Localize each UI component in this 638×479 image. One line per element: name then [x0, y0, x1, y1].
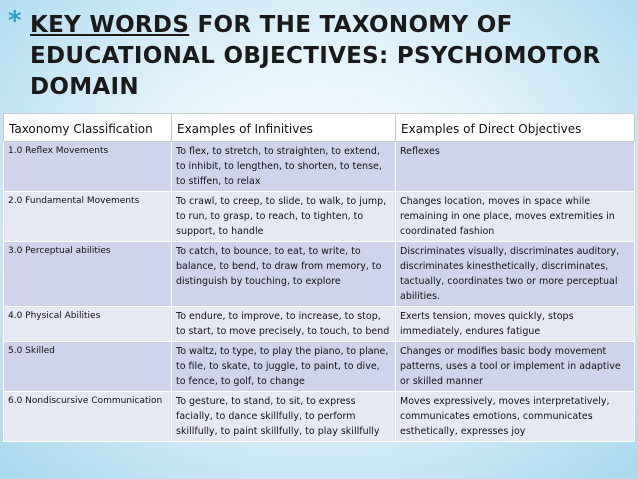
cell-classification: 5.0 Skilled [4, 342, 172, 392]
table-row [4, 307, 635, 342]
cell-infinitives: To endure, to improve, to increase, to stop, to start, to move precisely, to touch, to bend [172, 307, 396, 342]
cell-infinitives: To flex, to stretch, to straighten, to extend, to inhibit, to lengthen, to shorten, to tense, to stiffen, to relax [172, 142, 396, 192]
cell-classification: 4.0 Physical Abilities [4, 307, 172, 342]
cell-objectives: Changes or modifies basic body movement patterns, uses a tool or implement in adaptive or skilled manner [396, 342, 635, 392]
header-objectives: Examples of Direct Objectives [396, 114, 635, 142]
title-rest: FOR THE TAXONOMY OF EDUCATIONAL OBJECTIVES: PSYCHOMOTOR DOMAIN [30, 12, 601, 100]
taxonomy-table [3, 113, 635, 442]
cell-classification: 2.0 Fundamental Movements [4, 192, 172, 242]
cell-objectives: Moves expressively, moves interpretatively, communicates emotions, communicates esthetically, expresses joy [396, 392, 635, 442]
table-header-row [4, 114, 635, 142]
header-infinitives: Examples of Infinitives [172, 114, 396, 142]
cell-infinitives: To crawl, to creep, to slide, to walk, to jump, to run, to grasp, to reach, to tighten, to support, to handle [172, 192, 396, 242]
cell-infinitives: To catch, to bounce, to eat, to write, to balance, to bend, to draw from memory, to distinguish by touching, to explore [172, 242, 396, 307]
header-taxonomy: Taxonomy Classification [4, 114, 172, 142]
cell-objectives: Changes location, moves in space while remaining in one place, moves extremities in coordinated fashion [396, 192, 635, 242]
cell-objectives: Exerts tension, moves quickly, stops immediately, endures fatigue [396, 307, 635, 342]
cell-infinitives: To gesture, to stand, to sit, to express facially, to dance skillfully, to perform skillfully, to paint skillfully, to play skillfully [172, 392, 396, 442]
cell-classification: 1.0 Reflex Movements [4, 142, 172, 192]
cell-classification: 3.0 Perceptual abilities [4, 242, 172, 307]
table-row [4, 242, 635, 307]
table-row [4, 192, 635, 242]
cell-classification: 6.0 Nondiscursive Communication [4, 392, 172, 442]
table-row [4, 142, 635, 192]
table-row [4, 392, 635, 442]
table-row [4, 342, 635, 392]
cell-objectives: Reflexes [396, 142, 635, 192]
title-underlined: KEY WORDS [30, 12, 190, 38]
slide-title [30, 10, 630, 103]
cell-objectives: Discriminates visually, discriminates auditory, discriminates kinesthetically, discriminates, tactually, coordinates two or more perceptual abilities. [396, 242, 635, 307]
asterisk-bullet-icon: * [8, 6, 22, 36]
cell-infinitives: To waltz, to type, to play the piano, to plane, to file, to skate, to juggle, to paint, to dive, to fence, to golf, to change [172, 342, 396, 392]
